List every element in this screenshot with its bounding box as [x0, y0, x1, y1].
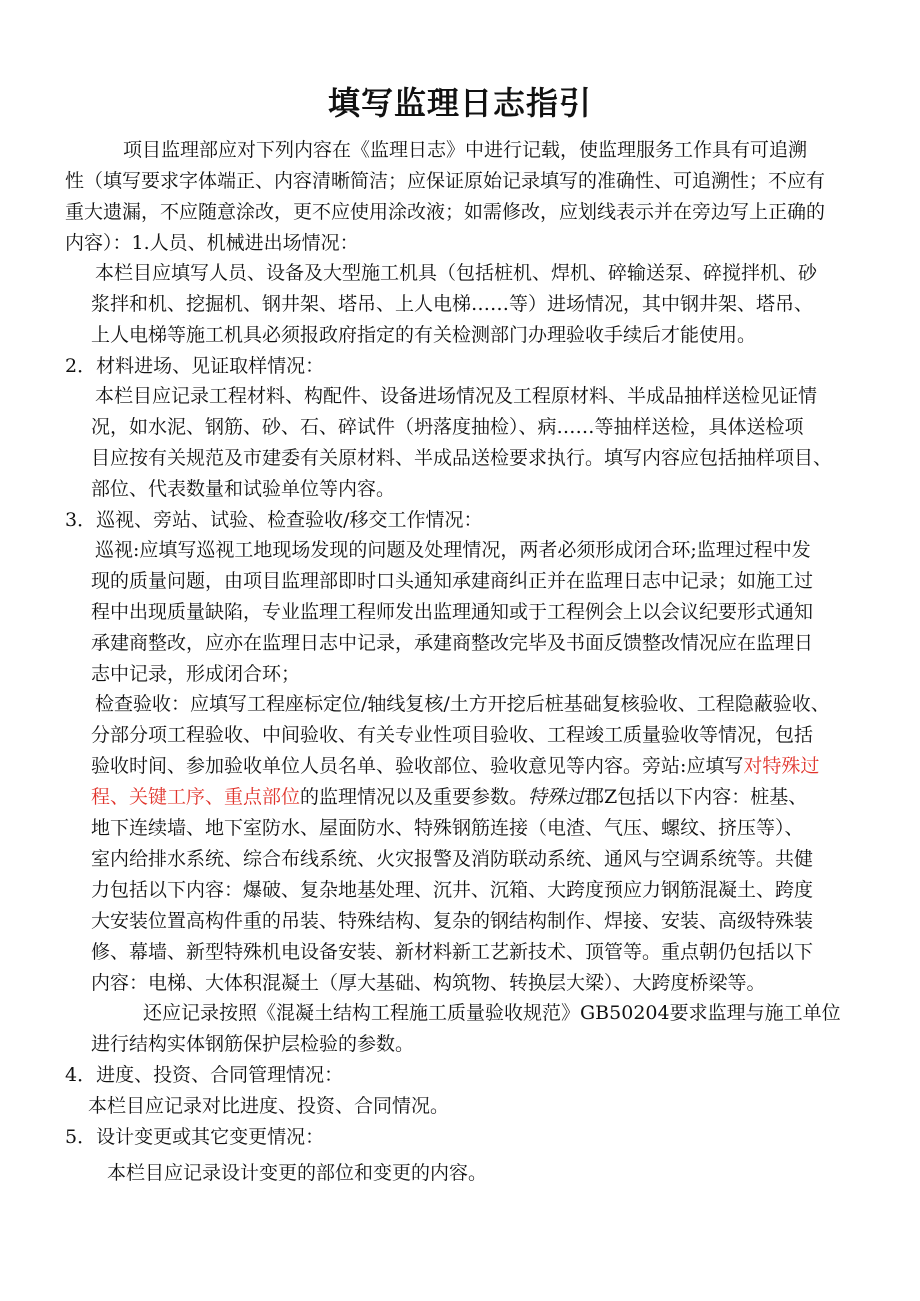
inspection-paragraph: 检查验收：应填写工程座标定位/轴线复核/土方开挖后桩基础复核验收、工程隐蔽验收、	[95, 693, 830, 715]
inspection-paragraph: 室内给排水系统、综合布线系统、火灾报警及消防联动系统、通风与空调系统等。共健	[91, 848, 814, 870]
inspection-paragraph: 大安装位置高构件重的吊装、特殊结构、复杂的钢结构制作、焊接、安装、高级特殊装	[91, 910, 814, 932]
section-1-body: 上人电梯等施工机具必须报政府指定的有关检测部门办理验收手续后才能使用。	[91, 324, 757, 346]
inspection-paragraph: 分部分项工程验收、中间验收、有关专业性项目验收、工程竣工质量验收等情况，包括	[91, 724, 814, 746]
inspection-paragraph	[91, 784, 807, 810]
intro-line: 重大遗漏，不应随意涂改，更不应使用涂改液；如需修改，应划线表示并在旁边写上正确的	[65, 201, 826, 223]
patrol-paragraph: 巡视:应填写巡视工地现场发现的问题及处理情况，两者必须形成闭合环;监理过程中发	[95, 539, 811, 561]
highlight-text: 对特殊过	[743, 755, 820, 777]
inspection-paragraph: 内容：电梯、大体积混凝土（厚大基础、构筑物、转换层大梁）、大跨度桥梁等。	[91, 972, 766, 994]
section-2-body: 本栏目应记录工程材料、构配件、设备进场情况及工程原材料、半成品抽样送检见证情	[95, 385, 818, 407]
section-5-heading: 5．设计变更或其它变更情况：	[65, 1126, 325, 1148]
section-2-body: 况，如水泥、钢筋、砂、石、碎试件（坍落度抽检）、病……等抽样送检，具体送检项	[91, 416, 804, 438]
section-3-heading: 3．巡视、旁站、试验、检查验收/移交工作情况：	[65, 509, 483, 531]
section-1-body: 本栏目应填写人员、设备及大型施工机具（包括桩机、焊机、碎输送泵、碎搅拌机、砂	[95, 262, 818, 284]
section-1-body: 浆拌和机、挖掘机、钢井架、塔吊、上人电梯……等）进场情况，其中钢井架、塔吊、	[91, 293, 814, 315]
section-2-body: 目应按有关规范及市建委有关原材料、半成品送检要求执行。填写内容应包括抽样项目、	[91, 447, 833, 469]
text-run: 的监理情况以及重要参数。	[300, 786, 529, 808]
rebar-paragraph: 进行结构实体钢筋保护层检验的参数。	[91, 1033, 415, 1055]
highlight-text: 程、关键工序、重点部位	[91, 786, 301, 808]
text-run: 验收时间、参加验收单位人员名单、验收部位、验收意见等内容。旁站:应填写	[91, 755, 744, 777]
patrol-paragraph: 程中出现质量缺陷，专业监理工程师发出监理通知或于工程例会上以会议纪要形式通知	[91, 601, 814, 623]
intro-line: 项目监理部应对下列内容在《监理日志》中进行记载，使监理服务工作具有可追溯	[123, 139, 808, 161]
inspection-paragraph: 地下连续墙、地下室防水、屋面防水、特殊钢筋连接（电渣、气压、螺纹、挤压等）、	[91, 817, 804, 839]
section-5-body: 本栏目应记录设计变更的部位和变更的内容。	[107, 1162, 488, 1184]
section-1-heading: 内容）：1.人员、机械进出场情况：	[65, 232, 359, 254]
rebar-paragraph: 还应记录按照《混凝土结构工程施工质量验收规范》GB50204要求监理与施工单位	[143, 1002, 841, 1024]
inspection-paragraph: 修、幕墙、新型特殊机电设备安装、新材料新工艺新技术、顶管等。重点朝仍包括以下	[91, 941, 814, 963]
intro-line: 性（填写要求字体端正、内容清晰简洁；应保证原始记录填写的准确性、可追溯性；不应有	[65, 170, 826, 192]
section-4-body: 本栏目应记录对比进度、投资、合同情况。	[88, 1095, 450, 1117]
section-4-heading: 4．进度、投资、合同管理情况：	[65, 1064, 344, 1086]
patrol-paragraph: 承建商整改，应亦在监理日志中记录，承建商整改完毕及书面反馈整改情况应在监理日	[91, 632, 814, 654]
inspection-paragraph	[91, 753, 819, 779]
page-title: 填写监理日志指引	[327, 84, 592, 122]
section-2-heading: 2．材料进场、见证取样情况：	[65, 355, 325, 377]
section-2-body: 部位、代表数量和试验单位等内容。	[91, 478, 396, 500]
text-run: 郡Z包括以下内容：桩基、	[585, 786, 808, 808]
patrol-paragraph: 现的质量问题，由项目监理部即时口头通知承建商纠正并在监理日志中记录；如施工过	[91, 570, 814, 592]
italic-text: 特殊过	[528, 786, 586, 808]
inspection-paragraph: 力包括以下内容：爆破、复杂地基处理、沉井、沉箱、大跨度预应力钢筋混凝土、跨度	[91, 879, 814, 901]
patrol-paragraph: 志中记录，形成闭合环；	[91, 663, 301, 685]
